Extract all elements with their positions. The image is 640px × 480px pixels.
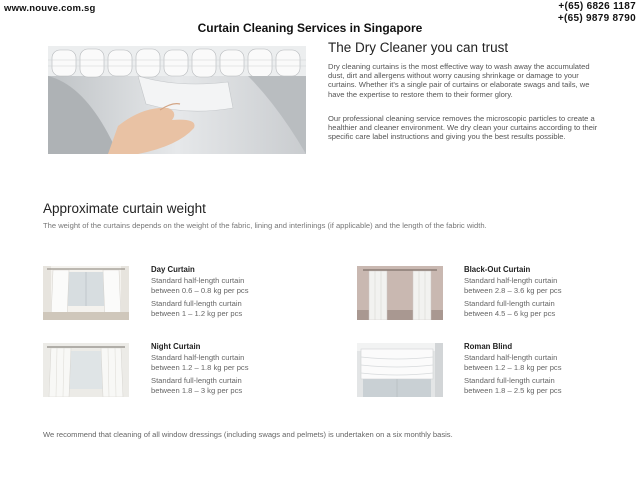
full-length-weight: between 1.8 – 2.5 kg per pcs bbox=[464, 385, 562, 395]
half-length-weight: between 1.2 – 1.8 kg per pcs bbox=[464, 362, 562, 372]
half-length-label: Standard half-length curtain bbox=[151, 276, 245, 285]
blackout-curtain-info bbox=[464, 265, 624, 318]
half-length-label: Standard half-length curtain bbox=[464, 353, 558, 362]
night-curtain-info bbox=[151, 342, 311, 395]
phone-number-1[interactable]: +(65) 6826 1187 bbox=[558, 1, 636, 12]
half-length-weight: between 1.2 – 1.8 kg per pcs bbox=[151, 362, 249, 372]
half-length-weight: between 2.8 – 3.6 kg per pcs bbox=[464, 285, 562, 295]
item-name: Night Curtain bbox=[151, 342, 201, 351]
full-length-weight: between 1.8 – 3 kg per pcs bbox=[151, 385, 243, 395]
phone-number-2[interactable]: +(65) 9879 8790 bbox=[557, 13, 636, 24]
full-length-weight: between 1 – 1.2 kg per pcs bbox=[151, 308, 243, 318]
cleaning-recommendation-note: We recommend that cleaning of all window dressings (including swags and pelmets) is undertaken on a six monthly basis. bbox=[43, 430, 453, 439]
half-length-label: Standard half-length curtain bbox=[151, 353, 245, 362]
full-length-label: Standard full-length curtain bbox=[464, 299, 555, 308]
roman-blind-photo bbox=[357, 343, 443, 397]
page-title: Curtain Cleaning Services in Singapore bbox=[197, 21, 423, 35]
site-url[interactable]: www.nouve.com.sg bbox=[4, 3, 96, 14]
blackout-curtain-photo bbox=[357, 266, 443, 320]
item-name: Roman Blind bbox=[464, 342, 513, 351]
item-name: Day Curtain bbox=[151, 265, 195, 274]
full-length-weight: between 4.5 – 6 kg per pcs bbox=[464, 308, 556, 318]
intro-heading: The Dry Cleaner you can trust bbox=[328, 40, 509, 55]
weight-section-paragraph: The weight of the curtains depends on the weight of the fabric, lining and interlinings (if applicable) and the length of the fabric width. bbox=[43, 221, 487, 230]
item-name: Black-Out Curtain bbox=[464, 265, 531, 274]
roman-blind-info bbox=[464, 342, 624, 395]
full-length-label: Standard full-length curtain bbox=[464, 376, 555, 385]
full-length-label: Standard full-length curtain bbox=[151, 376, 242, 385]
half-length-label: Standard half-length curtain bbox=[464, 276, 558, 285]
night-curtain-photo bbox=[43, 343, 129, 397]
day-curtain-info bbox=[151, 265, 311, 318]
half-length-weight: between 0.6 – 0.8 kg per pcs bbox=[151, 285, 249, 295]
intro-paragraph-1: Dry cleaning curtains is the most effective way to wash away the accumulated dust, dirt and allergens without worry causing shrinkage or damage to your curtains. Whether it's a single pair of curtains or elaborate swags and tails, we have the expertise to restore them to their former glory. bbox=[328, 62, 590, 99]
hero-curtain-photo bbox=[48, 46, 306, 154]
day-curtain-photo bbox=[43, 266, 129, 320]
weight-section-heading: Approximate curtain weight bbox=[43, 201, 206, 216]
intro-paragraph-2: Our professional cleaning service removes the microscopic particles to create a healthier and cleaner environment. We dry clean your curtains according to their specific care label instructions and giving you the best results possible. bbox=[328, 114, 598, 142]
full-length-label: Standard full-length curtain bbox=[151, 299, 242, 308]
